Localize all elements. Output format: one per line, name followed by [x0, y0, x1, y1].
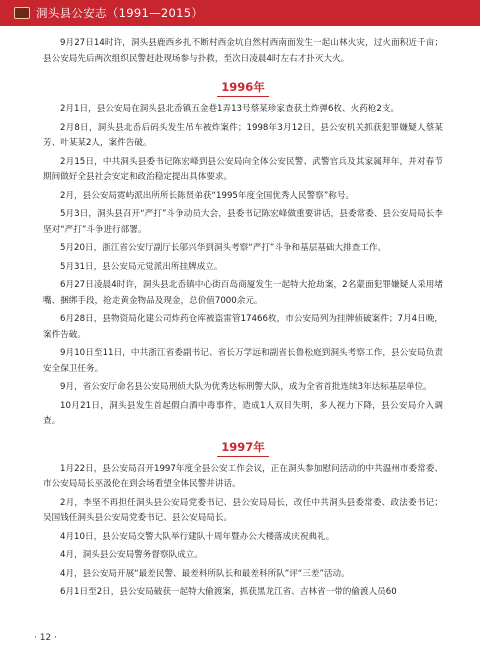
entry-paragraph: 2月15日，中共洞头县委书记陈宏峰到县公安局向全体公安民警、武警官兵及其家属拜年，并对春节期间做好全县社会安定和政治稳定提出具体要求。 — [43, 156, 443, 182]
entry-paragraph: 6月1日至2日，县公安局破获一起特大偷渡案，抓获黑龙江省、吉林省一带的偷渡人员60 — [60, 587, 397, 597]
entry-paragraph: 4月10日，县公安局交警大队举行建队十周年暨办公大楼落成庆祝典礼。 — [60, 531, 335, 542]
book-emblem-icon — [14, 7, 30, 19]
year-heading: 1997年 — [217, 439, 269, 457]
entry-paragraph: 2月，李坚不再担任洞头县公安局党委书记、县公安局局长，改任中共洞头县委常委、政法委书记；吴国钱任洞头县公安局党委书记、县公安局局长。 — [43, 497, 443, 523]
page-number: · 12 · — [34, 633, 57, 643]
entry-paragraph: 5月31日，县公安局元觉派出所挂牌成立。 — [60, 261, 223, 272]
entry-paragraph: 6月28日，县物资局化建公司炸药仓库被盗雷管17466枚，市公安局列为挂牌侦破案件；7月4日晚，案件告破。 — [43, 314, 443, 340]
entry-paragraph: 9月，省公安厅命名县公安局刑侦大队为优秀达标刑警大队，成为全省首批连续3年达标基层单位。 — [60, 382, 432, 392]
entry-paragraph: 4月，县公安局开展“最差民警、最差科所队长和最差科所队”评“三差”活动。 — [60, 568, 350, 579]
entry-paragraph: 9月10日至11日，中共浙江省委副书记、省长万学远和副省长鲁松庭到洞头考察工作，县公安局负责安全保卫任务。 — [43, 348, 443, 374]
year-heading: 1996年 — [217, 79, 269, 97]
entry-paragraph: 6月27日凌晨4时许，洞头县北岙镇中心街百岛商厦发生一起特大抢劫案，2名蒙面犯罪嫌疑人采用堵嘴、捆绑手段，抢走黄金物品及现金，总价值7000余元。 — [43, 280, 443, 306]
page-body — [43, 36, 443, 604]
entry-paragraph: 1月22日，县公安局召开1997年度全县公安工作会议，正在洞头参加慰问活动的中共温州市委常委、市公安局局长巫汲伦在到会场看望全体民警并讲话。 — [43, 463, 443, 489]
header-title: 洞头县公安志（1991—2015） — [36, 6, 204, 20]
entry-paragraph: 2月，县公安局霓屿派出所所长陈贤弟获“1995年度全国优秀人民警察”称号。 — [60, 190, 355, 201]
entry-paragraph: 5月20日，浙江省公安厅副厅长邬兴华到洞头考察“严打”斗争和基层基础大排查工作。 — [60, 243, 387, 253]
entry-paragraph: 2月1日，县公安局在洞头县北岙镇五金巷1弄13号蔡某珍家查获土炸弹6枚、火药枪2支。 — [60, 104, 400, 114]
entry-paragraph: 10月21日，洞头县发生首起假白酒中毒事件，造成1人双目失明，多人视力下降，县公安局介入调查。 — [43, 400, 443, 426]
paragraph: 9月27日14时许，洞头县鹿西乡扎不断村西金坑自然村西南面发生一起山林火灾，过火面积近千亩；县公安局先后两次组织民警赶赴现场参与扑救，至次日凌晨4时左右才扑灭大火。 — [43, 38, 443, 64]
entry-paragraph: 5月3日，洞头县召开“严打”斗争动员大会，县委书记陈宏峰做重要讲话，县委常委、县公安局局长李坚对“严打”斗争进行部署。 — [43, 209, 443, 235]
page-header — [0, 0, 480, 26]
entry-paragraph: 2月8日，洞头县北岙后码头发生吊车被炸案件；1998年3月12日，县公安机关抓获犯罪嫌疑人蔡某芳、叶某某2人，案件告破。 — [43, 122, 443, 148]
entry-paragraph: 4月，洞头县公安局警务督察队成立。 — [60, 550, 203, 560]
